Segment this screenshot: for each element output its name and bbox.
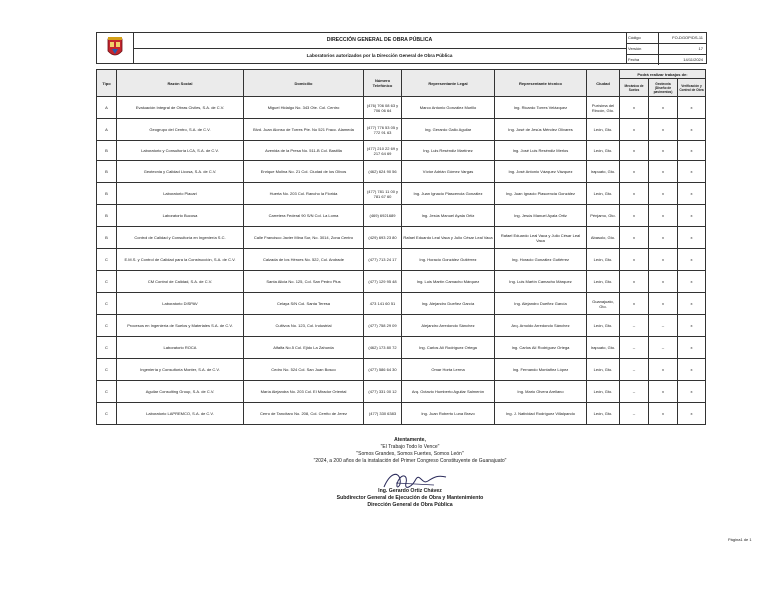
- header-telefono: Número Telefónico: [364, 70, 402, 97]
- cell-verificacion: x: [678, 293, 706, 315]
- cell-domicilio: Alfalfa No.5 Col. Ejido La Zahurda: [244, 337, 364, 359]
- cell-representante-legal: Ing. Luis Martín Camacho Márquez: [402, 271, 495, 293]
- cell-razon-social: Laboratorio y Consultoría LCA, S.A. de C.V.: [117, 141, 244, 161]
- cell-mecanica-suelos: –: [620, 359, 649, 381]
- cell-geotecnia: x: [649, 381, 678, 403]
- table-row: [97, 119, 706, 141]
- cell-tipo: C: [97, 315, 117, 337]
- cell-mecanica-suelos: x: [620, 249, 649, 271]
- cell-mecanica-suelos: x: [620, 119, 649, 141]
- cell-telefono: (477) 758 29 09: [364, 315, 402, 337]
- cell-representante-legal: Marco Antonio González Murillo: [402, 97, 495, 119]
- meta-value: FO-DGOP/DS-11: [672, 35, 703, 40]
- cell-domicilio: Santa Alicia No. 125, Col. San Pedro Plus: [244, 271, 364, 293]
- cell-representante-legal: Ing. Horacio González Gutiérrez: [402, 249, 495, 271]
- cell-geotecnia: x: [649, 141, 678, 161]
- meta-key: Código: [627, 33, 659, 43]
- cell-domicilio: Huerta No. 203 Col. Rancho la Florida: [244, 183, 364, 205]
- cell-telefono: (477) 330 6383: [364, 403, 402, 425]
- cell-ciudad: León, Gto.: [587, 381, 620, 403]
- cell-domicilio: Celaya S/N Col. Santa Teresa: [244, 293, 364, 315]
- meta-row-version: [627, 44, 706, 55]
- cell-verificacion: x: [678, 227, 706, 249]
- cell-mecanica-suelos: x: [620, 141, 649, 161]
- cell-domicilio: Calzada de los Héroes No. 522, Col. Andrade: [244, 249, 364, 271]
- cell-verificacion: x: [678, 271, 706, 293]
- cell-telefono: 473 141 60 51: [364, 293, 402, 315]
- cell-ciudad: Purísima del Rincón, Gto.: [587, 97, 620, 119]
- cell-representante-tecnico: Ing. José Antonio Vázquez Vázquez: [495, 161, 587, 183]
- meta-row-date: [627, 55, 706, 65]
- document-meta: [627, 33, 706, 63]
- cell-representante-legal: Rafael Eduardo Leal Vaca y Julio César Leal Vaca: [402, 227, 495, 249]
- cell-mecanica-suelos: x: [620, 97, 649, 119]
- cell-representante-legal: Ing. Alejandro Dueñez García: [402, 293, 495, 315]
- header-verificacion: Verificación y Control de Obra: [678, 79, 706, 97]
- cell-geotecnia: x: [649, 271, 678, 293]
- cell-domicilio: Cerro de Tancítaro No. 208, Col. Cerrito de Jerez: [244, 403, 364, 425]
- cell-telefono: (477) 713 24 17: [364, 249, 402, 271]
- cell-verificacion: x: [678, 141, 706, 161]
- table-row: [97, 293, 706, 315]
- table-row: [97, 315, 706, 337]
- cell-geotecnia: x: [649, 183, 678, 205]
- cell-telefono: (476) 706 08 63 y 706 06 64: [364, 97, 402, 119]
- motto-line-1: "El Trabajo Todo lo Vence": [380, 444, 440, 450]
- cell-tipo: C: [97, 271, 117, 293]
- cell-ciudad: León, Gto.: [587, 271, 620, 293]
- cell-telefono: (477) 331 00 12: [364, 381, 402, 403]
- table-row: [97, 227, 706, 249]
- cell-representante-legal: Ing. Juan Ignacio Plascencia González: [402, 183, 495, 205]
- cell-domicilio: Carretera Federal 90 S/N Col. La Loma: [244, 205, 364, 227]
- table-row: [97, 403, 706, 425]
- cell-verificacion: x: [678, 97, 706, 119]
- signer-department: Dirección General de Obra Pública: [367, 502, 453, 508]
- cell-geotecnia: x: [649, 403, 678, 425]
- cell-tipo: C: [97, 293, 117, 315]
- cell-razon-social: Evaluación Integral de Obras Civiles, S.A. de C.V.: [117, 97, 244, 119]
- header-geotecnia: Geotecnia (Diseño de pavimentos): [649, 79, 678, 97]
- cell-tipo: C: [97, 337, 117, 359]
- cell-geotecnia: x: [649, 249, 678, 271]
- cell-mecanica-suelos: x: [620, 293, 649, 315]
- cell-telefono: (462) 173 80 72: [364, 337, 402, 359]
- page-number: Página1 de 1: [728, 537, 752, 542]
- cell-razon-social: Laboratorio Bucosa: [117, 205, 244, 227]
- meta-key: Fecha: [627, 55, 659, 65]
- cell-representante-tecnico: Ing. Alejandro Dueñez García: [495, 293, 587, 315]
- cell-representante-tecnico: Ing. Luis Martín Camacho Márquez: [495, 271, 587, 293]
- cell-telefono: (477) 210 22 69 y 217 64 69: [364, 141, 402, 161]
- cell-razon-social: Ingeniería y Consultoría Monter, S.A. de C.V.: [117, 359, 244, 381]
- cell-representante-tecnico: Ing. José de Jesús Méndez Olivares: [495, 119, 587, 141]
- cell-razon-social: Laboratorio LAPREMCO, S.A. de C.V.: [117, 403, 244, 425]
- meta-row-code: [627, 33, 706, 44]
- cell-razon-social: Aguilar Consulting Group, S.A. de C.V.: [117, 381, 244, 403]
- meta-key: Versión: [627, 44, 659, 54]
- cell-mecanica-suelos: –: [620, 381, 649, 403]
- cell-telefono: (469) 6921689: [364, 205, 402, 227]
- cell-verificacion: x: [678, 337, 706, 359]
- cell-razon-social: Geotecnia y Calidad Licosa, S.A. de C.V.: [117, 161, 244, 183]
- cell-representante-tecnico: Rafael Eduardo Leal Vaca y Julio César Leal Vaca: [495, 227, 587, 249]
- cell-telefono: (477) 776 53 05 y 772 91 63: [364, 119, 402, 141]
- cell-representante-tecnico: Arq. Arnoldo Arredondo Sánchez: [495, 315, 587, 337]
- header-tipo: Tipo: [97, 70, 117, 97]
- cell-mecanica-suelos: x: [620, 161, 649, 183]
- cell-tipo: A: [97, 97, 117, 119]
- cell-representante-legal: Alejandro Arredondo Sánchez: [402, 315, 495, 337]
- signature-block: [280, 488, 540, 509]
- cell-geotecnia: –: [649, 337, 678, 359]
- table-row: [97, 359, 706, 381]
- cell-telefono: (477) 129 95 48: [364, 271, 402, 293]
- table-row: [97, 249, 706, 271]
- cell-razon-social: Procesos en Ingeniería de Suelos y Materiales S.A. de C.V.: [117, 315, 244, 337]
- cell-domicilio: Avenida de la Presa No. 511-B Col. Bastilla: [244, 141, 364, 161]
- cell-representante-tecnico: Ing. Carlos Alí Rodríguez Ortega: [495, 337, 587, 359]
- cell-verificacion: x: [678, 161, 706, 183]
- cell-ciudad: León, Gto.: [587, 315, 620, 337]
- cell-domicilio: Enrique Molina No. 21 Col. Ciudad de los Olivos: [244, 161, 364, 183]
- cell-verificacion: x: [678, 249, 706, 271]
- cell-representante-tecnico: Ing. Juan Ignacio Plascencia González: [495, 183, 587, 205]
- cell-tipo: C: [97, 403, 117, 425]
- cell-representante-legal: Ing. Gerardo Gallo Aguilar: [402, 119, 495, 141]
- cell-representante-tecnico: Ing. J. Natividad Rodríguez Villalpando: [495, 403, 587, 425]
- cell-domicilio: Calle Francisco Javier Mina Sur, No. 3014, Zona Centro: [244, 227, 364, 249]
- cell-domicilio: María Alejandra No. 203 Col. El Mirador Oriental: [244, 381, 364, 403]
- cell-ciudad: Pénjamo, Gto.: [587, 205, 620, 227]
- cell-ciudad: León, Gto.: [587, 183, 620, 205]
- cell-ciudad: León, Gto.: [587, 249, 620, 271]
- cell-mecanica-suelos: –: [620, 403, 649, 425]
- cell-ciudad: León, Gto.: [587, 141, 620, 161]
- cell-telefono: (462) 624 90 56: [364, 161, 402, 183]
- cell-razon-social: Laboratorio DISPAV: [117, 293, 244, 315]
- cell-verificacion: x: [678, 205, 706, 227]
- cell-tipo: C: [97, 249, 117, 271]
- cell-geotecnia: x: [649, 227, 678, 249]
- cell-domicilio: Cedro No. 524 Col. San Juan Bosco: [244, 359, 364, 381]
- cell-tipo: C: [97, 381, 117, 403]
- cell-representante-legal: Ing. Carlos Alí Rodríguez Ortega: [402, 337, 495, 359]
- table-row: [97, 97, 706, 119]
- table-row: [97, 205, 706, 227]
- cell-mecanica-suelos: –: [620, 337, 649, 359]
- cell-razon-social: Laboratorio Placari: [117, 183, 244, 205]
- cell-representante-legal: Ing. Luis Reséndiz Martínez: [402, 141, 495, 161]
- meta-value: 14/11/2024: [683, 57, 703, 62]
- table-row: [97, 141, 706, 161]
- signer-role: Subdirector General de Ejecución de Obra y Mantenimiento: [336, 495, 484, 501]
- cell-verificacion: x: [678, 381, 706, 403]
- table-row: [97, 381, 706, 403]
- cell-representante-tecnico: Ing. Fernando Montañez López: [495, 359, 587, 381]
- cell-representante-tecnico: Ing. José Luis Reséndiz Merlos: [495, 141, 587, 161]
- cell-geotecnia: x: [649, 293, 678, 315]
- cell-tipo: B: [97, 141, 117, 161]
- cell-geotecnia: x: [649, 205, 678, 227]
- cell-tipo: C: [97, 359, 117, 381]
- motto-line-2: "Somos Grandes, Somos Fuertes, Somos León": [356, 451, 464, 457]
- cell-tipo: B: [97, 183, 117, 205]
- cell-tipo: B: [97, 227, 117, 249]
- cell-verificacion: x: [678, 359, 706, 381]
- cell-mecanica-suelos: –: [620, 315, 649, 337]
- header-representante-legal: Representante Legal: [402, 70, 495, 97]
- cell-geotecnia: x: [649, 161, 678, 183]
- header-domicilio: Domicilio: [244, 70, 364, 97]
- cell-domicilio: Cultivos No. 123, Col. Industrial: [244, 315, 364, 337]
- cell-representante-legal: Arq. Octavio Humberto Aguilar Salmerón: [402, 381, 495, 403]
- closing-block: [280, 437, 540, 465]
- cell-representante-tecnico: Ing. Horacio González Gutiérrez: [495, 249, 587, 271]
- cell-representante-tecnico: Ing. Jesús Manuel Ayala Ortiz: [495, 205, 587, 227]
- table-row: [97, 161, 706, 183]
- cell-ciudad: Guanajuato, Gto.: [587, 293, 620, 315]
- cell-representante-legal: Ing. Juan Roberto Luna Bravo: [402, 403, 495, 425]
- table-row: [97, 337, 706, 359]
- laboratories-table: [96, 69, 706, 425]
- cell-geotecnia: –: [649, 315, 678, 337]
- cell-verificacion: x: [678, 183, 706, 205]
- cell-representante-legal: Ing. Jesús Manuel Ayala Ortiz: [402, 205, 495, 227]
- header-razon-social: Razón Social: [117, 70, 244, 97]
- table-row: [97, 271, 706, 293]
- cell-verificacion: x: [678, 315, 706, 337]
- cell-representante-legal: Víctor Adrián Gómez Vargas: [402, 161, 495, 183]
- cell-ciudad: León, Gto.: [587, 119, 620, 141]
- cell-razon-social: E.M.S. y Control de Calidad para la Construcción, S.A. de C.V.: [117, 249, 244, 271]
- cell-ciudad: León, Gto.: [587, 403, 620, 425]
- cell-telefono: (477) 586 64 30: [364, 359, 402, 381]
- cell-ciudad: León, Gto.: [587, 359, 620, 381]
- cell-representante-tecnico: Ing. Ricardo Torres Velázquez: [495, 97, 587, 119]
- cell-telefono: (477) 781 11 00 y 781 67 60: [364, 183, 402, 205]
- cell-razon-social: Laboratorio ROCA: [117, 337, 244, 359]
- document-header: [96, 32, 707, 64]
- cell-representante-legal: Omar Horta Lerma: [402, 359, 495, 381]
- document-subtitle: Laboratorios autorizados por la Dirección General de Obra Pública: [133, 48, 627, 63]
- cell-geotecnia: x: [649, 359, 678, 381]
- cell-mecanica-suelos: x: [620, 271, 649, 293]
- cell-verificacion: x: [678, 119, 706, 141]
- header-mecanica-suelos: Mecánica de Suelos: [620, 79, 649, 97]
- cell-domicilio: Miguel Hidalgo No. 343 Ote. Col. Centro: [244, 97, 364, 119]
- cell-razon-social: Control de Calidad y Consultoría en Ingeniería S.C.: [117, 227, 244, 249]
- header-ciudad: Ciudad: [587, 70, 620, 97]
- cell-tipo: B: [97, 205, 117, 227]
- cell-mecanica-suelos: x: [620, 183, 649, 205]
- header-representante-tecnico: Representante técnico: [495, 70, 587, 97]
- coat-of-arms-logo: [97, 33, 134, 63]
- header-trabajos-group: Podrá realizar trabajos de:: [620, 70, 706, 79]
- signer-name: Ing. Gerardo Ortiz Chávez: [378, 488, 442, 494]
- motto-line-3: "2024, a 200 años de la instalación del Primer Congreso Constituyente de Guanajuato": [313, 458, 507, 464]
- cell-mecanica-suelos: x: [620, 205, 649, 227]
- cell-tipo: A: [97, 119, 117, 141]
- cell-mecanica-suelos: x: [620, 227, 649, 249]
- cell-razon-social: CM Control de Calidad, S.A. de C.V.: [117, 271, 244, 293]
- cell-ciudad: Abasolo, Gto.: [587, 227, 620, 249]
- cell-representante-tecnico: Ing. Mario Olvera Arellano: [495, 381, 587, 403]
- closing-text: Atentamente,: [394, 437, 426, 443]
- cell-telefono: (429) 693 23 80: [364, 227, 402, 249]
- meta-value: 17: [698, 46, 703, 51]
- cell-tipo: B: [97, 161, 117, 183]
- cell-ciudad: Irapuato, Gto.: [587, 161, 620, 183]
- cell-domicilio: Blvd. Juan Alonso de Torres Pte. No 521 Fracc. Alameda: [244, 119, 364, 141]
- table-row: [97, 183, 706, 205]
- cell-geotecnia: x: [649, 119, 678, 141]
- document-title: DIRECCIÓN GENERAL DE OBRA PÚBLICA: [133, 33, 627, 49]
- cell-ciudad: Irapuato, Gto.: [587, 337, 620, 359]
- cell-geotecnia: x: [649, 97, 678, 119]
- cell-razon-social: Geogrupo del Centro, S.A. de C.V.: [117, 119, 244, 141]
- cell-verificacion: x: [678, 403, 706, 425]
